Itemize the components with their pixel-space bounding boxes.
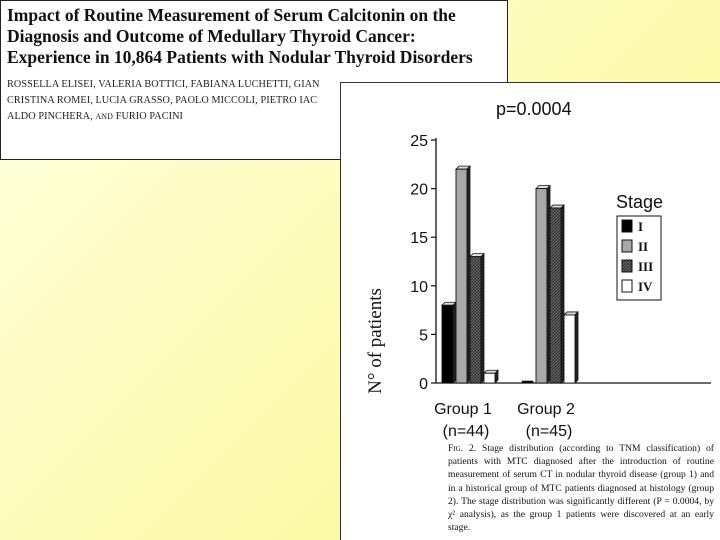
x-category-label: Group 2 xyxy=(517,401,575,418)
y-tick-label: 0 xyxy=(419,376,428,393)
authors-line-1: ROSSELLA ELISEI, VALERIA BOTTICI, FABIANA LUCHETTI, GIAN xyxy=(7,79,320,90)
bar-side xyxy=(575,312,578,383)
y-tick-label: 10 xyxy=(410,278,428,296)
bar-side xyxy=(547,186,550,383)
bar-group1-stage-IV xyxy=(484,370,498,383)
bar-side xyxy=(453,302,456,383)
legend-swatch-I xyxy=(622,220,632,232)
authors-line-3-a: ALDO PINCHERA, xyxy=(7,111,93,122)
stage-distribution-chart xyxy=(341,83,720,443)
bar-face xyxy=(536,189,547,383)
x-category-sublabel: (n=44) xyxy=(442,423,490,440)
y-tick-label: 5 xyxy=(419,327,428,345)
bar-group1-stage-III xyxy=(470,254,484,383)
bar-side xyxy=(481,254,484,383)
bar-group2-stage-IV xyxy=(564,312,578,383)
legend-label-IV: IV xyxy=(638,279,653,294)
legend-swatch-III xyxy=(622,260,632,272)
y-tick-label: 20 xyxy=(410,181,428,199)
caption-text: Stage distribution (according to TNM classification) of patients with MTC diagnosed after the introduction of routine measurement of serum CT in nodular thyroid disease (group 1) and in a historical group of MTC patients diagnosed at histology (group 2). The stage distribution was significantly different (P = 0.0004, by χ² analysis), as the group 1 patients were discovered at an early stage. xyxy=(448,443,714,534)
x-axis-labels xyxy=(434,401,575,440)
legend-swatch-IV xyxy=(622,280,632,292)
legend-swatch-II xyxy=(622,240,632,252)
article-title: Impact of Routine Measurement of Serum Calcitonin on the Diagnosis and Outcome of Medullary Thyroid Cancer: Experience in 10,864 Patients with Nodular Thyroid Disorders xyxy=(7,5,473,67)
authors-line-3-b: FURIO PACINI xyxy=(115,111,184,122)
bar-face xyxy=(522,381,533,383)
bar-face xyxy=(470,257,481,383)
figure-caption xyxy=(448,442,714,534)
bar-face xyxy=(484,373,495,383)
y-tick-label: 25 xyxy=(410,133,428,150)
authors-line-2: CRISTINA ROMEI, LUCIA GRASSO, PAOLO MICCOLI, PIETRO IAC xyxy=(7,95,318,106)
bar-side xyxy=(561,205,564,383)
x-category-label: Group 1 xyxy=(434,401,492,418)
bar-group2-stage-II xyxy=(536,186,550,383)
y-tick-label: 15 xyxy=(410,230,428,248)
p-value-annotation: p=0.0004 xyxy=(496,99,572,119)
legend-label-I: I xyxy=(638,219,644,234)
bar-group1-stage-I xyxy=(442,302,456,383)
bar-side xyxy=(467,166,470,383)
figure-card xyxy=(340,82,720,540)
bar-group2-stage-III xyxy=(550,205,564,383)
bars xyxy=(442,166,578,383)
authors-and: AND xyxy=(95,112,114,121)
legend-label-II: II xyxy=(638,239,649,254)
bar-face xyxy=(550,208,561,383)
legend xyxy=(616,192,663,300)
bar-face xyxy=(564,315,575,383)
bar-group2-stage-I xyxy=(522,381,533,383)
bar-group1-stage-II xyxy=(456,166,470,383)
y-axis-label: N° of patients xyxy=(365,288,386,394)
legend-title: Stage xyxy=(616,192,664,212)
caption-label: Fig. 2. xyxy=(448,443,477,454)
legend-label-III: III xyxy=(638,259,654,274)
x-category-sublabel: (n=45) xyxy=(525,423,573,440)
bar-face xyxy=(442,305,453,383)
bar-face xyxy=(456,169,467,383)
